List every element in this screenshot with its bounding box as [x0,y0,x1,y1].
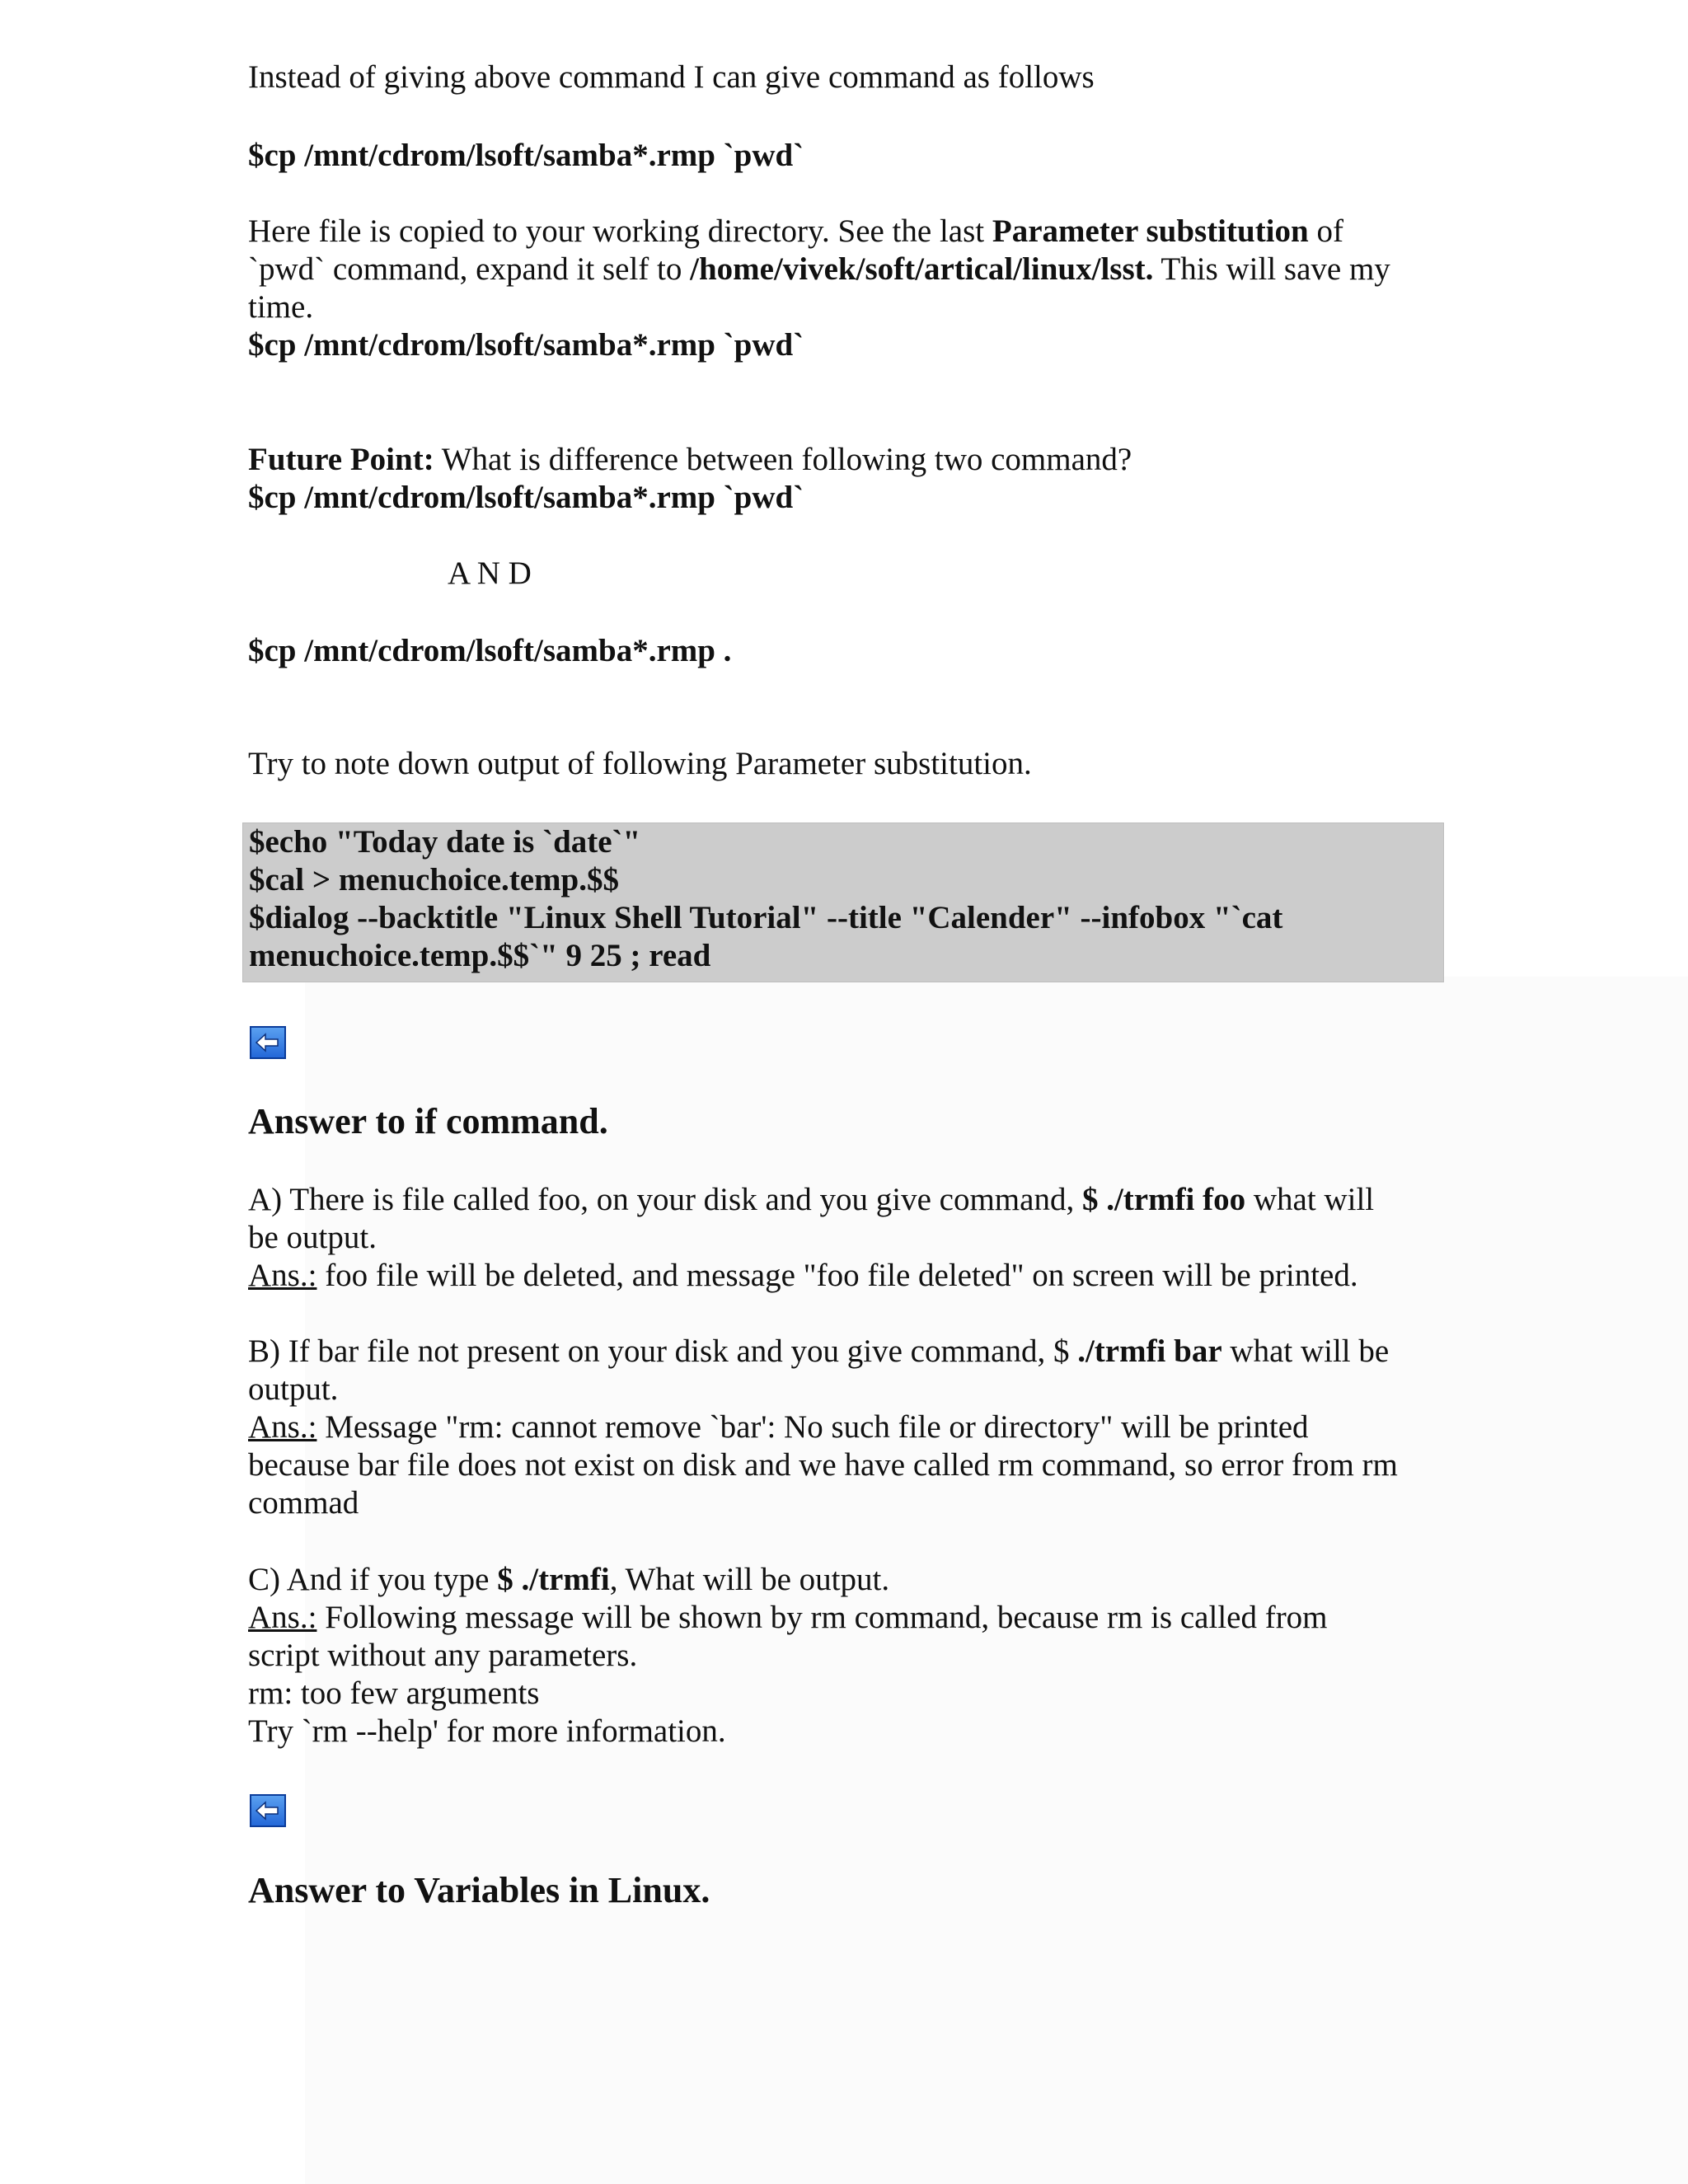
heading-variables-answer: Answer to Variables in Linux. [248,1870,710,1910]
question-b [248,1333,1443,1371]
ans-label: Ans.: [248,1409,317,1445]
text: what will [1245,1182,1375,1217]
and-separator: A N D [448,555,532,591]
answer-c-cont: rm: too few arguments [248,1675,540,1711]
answer-b-cont: because bar file does not exist on disk and we have called rm command, so error from rm [248,1447,1398,1483]
command-inline: $ ./trmfi [497,1562,610,1597]
heading-if-answer: Answer to if command. [248,1101,608,1141]
ans-label: Ans.: [248,1258,317,1293]
text: C) And if you type [248,1562,498,1597]
future-point-line [248,441,1443,479]
text: what will be [1221,1333,1390,1369]
intro-text: Instead of giving above command I can give command as follows [248,59,1095,95]
code-line: $dialog --backtitle "Linux Shell Tutorial" --title "Calender" --infobox "`cat [249,900,1283,935]
code-line: $echo "Today date is `date`" [249,824,641,860]
text: foo file will be deleted, and message "foo file deleted" on screen will be printed. [316,1258,1358,1293]
text: `pwd` command, expand it self to [248,251,691,287]
text: Following message will be shown by rm command, because rm is called from [316,1600,1328,1635]
answer-b [248,1408,1443,1446]
bold-term: Parameter substitution [992,213,1309,249]
text: , What will be output. [609,1562,890,1597]
code-line: $cal > menuchoice.temp.$$ [249,862,619,898]
back-arrow-icon[interactable] [250,1794,286,1827]
text: Here file is copied to your working directory. See the last [248,213,992,249]
text: B) If bar file not present on your disk and you give command, $ [248,1333,1078,1369]
answer-c-cont: script without any parameters. [248,1638,638,1673]
paragraph-line [248,213,1443,251]
code-block [242,823,1444,982]
text: Message "rm: cannot remove `bar': No such file or directory" will be printed [316,1409,1309,1445]
text: A) There is file called foo, on your disk and you give command, [248,1182,1082,1217]
back-arrow-icon[interactable] [250,1026,286,1059]
answer-c-cont: Try `rm --help' for more information. [248,1713,726,1749]
code-line: menuchoice.temp.$$`" 9 25 ; read [249,938,711,973]
future-point-label: Future Point: [248,442,434,477]
command-cp-dot: $cp /mnt/cdrom/lsoft/samba*.rmp . [248,633,732,668]
command-inline: $ ./trmfi foo [1081,1182,1246,1217]
answer-b-cont: commad [248,1485,359,1521]
command-cp-pwd: $cp /mnt/cdrom/lsoft/samba*.rmp `pwd` [248,138,804,173]
try-note-text: Try to note down output of following Parameter substitution. [248,746,1032,781]
ans-label: Ans.: [248,1600,317,1635]
question-b-cont: output. [248,1371,339,1407]
text: of [1308,213,1343,249]
text: This will save my [1153,251,1390,287]
command-cp-pwd: $cp /mnt/cdrom/lsoft/samba*.rmp `pwd` [248,327,804,363]
future-point-question: What is difference between following two command? [434,442,1132,477]
paragraph-line: time. [248,289,314,325]
command-inline: ./trmfi bar [1077,1333,1222,1369]
command-cp-pwd: $cp /mnt/cdrom/lsoft/samba*.rmp `pwd` [248,480,804,515]
answer-c [248,1599,1443,1637]
question-a [248,1181,1443,1219]
question-a-cont: be output. [248,1220,377,1255]
answer-a [248,1257,1443,1295]
paragraph-line [248,251,1443,288]
question-c [248,1561,1443,1599]
bold-path: /home/vivek/soft/artical/linux/lsst. [690,251,1154,287]
